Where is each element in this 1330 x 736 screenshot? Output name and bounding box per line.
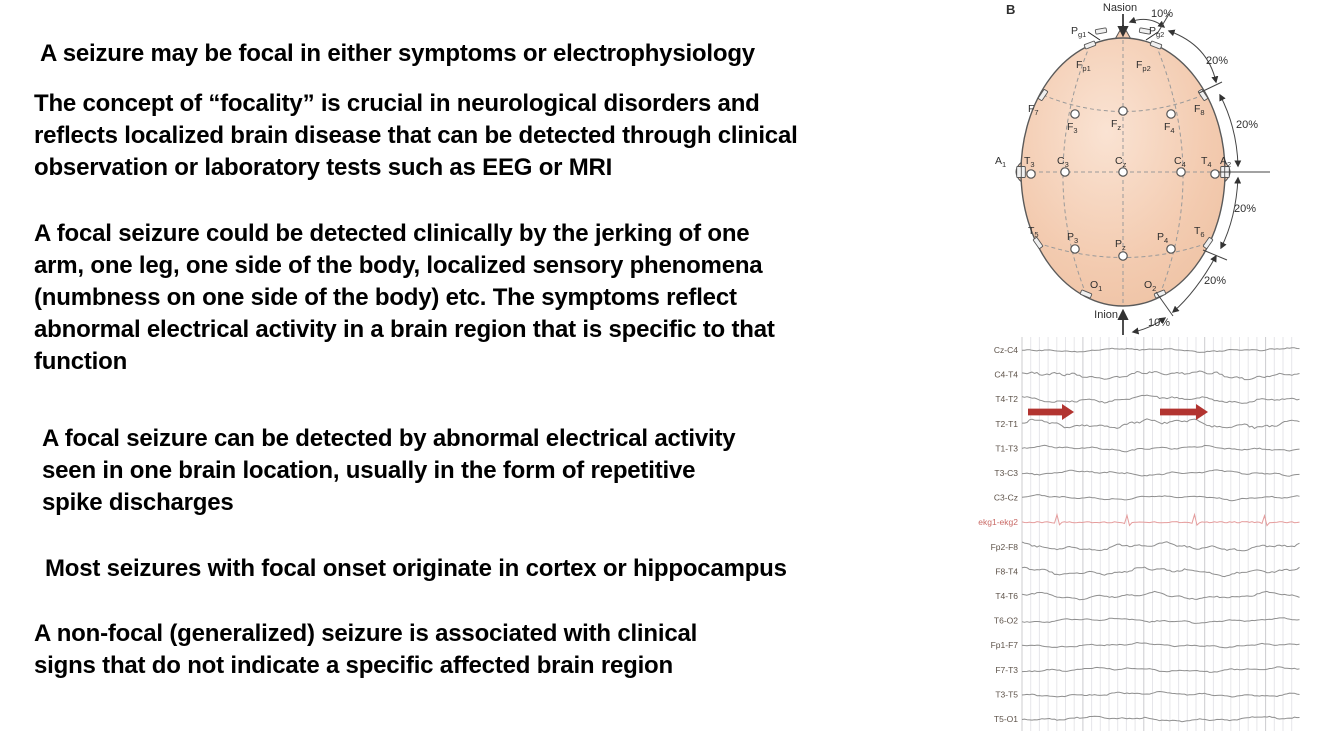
electrode-placement-figure bbox=[968, 0, 1308, 340]
electrode-dot bbox=[1071, 110, 1079, 118]
electrode-label: $F_3$ bbox=[1067, 121, 1078, 135]
electrode-label: $A_2$ bbox=[1220, 155, 1232, 169]
electrode-label: $T_5$ bbox=[1028, 225, 1039, 239]
electrode-label: $C_3$ bbox=[1057, 155, 1069, 169]
paragraph-line: (numbness on one side of the body) etc. The symptoms reflect bbox=[34, 284, 737, 311]
percent-label: 10% bbox=[1151, 8, 1174, 20]
eeg-channel-label: T6-O2 bbox=[993, 615, 1018, 626]
eeg-channel-label: T3-T5 bbox=[995, 689, 1018, 700]
paragraph-line: arm, one leg, one side of the body, localized sensory phenomena bbox=[34, 252, 763, 279]
electrode-label: $P_4$ bbox=[1157, 231, 1169, 245]
slide-paragraph bbox=[34, 618, 697, 682]
slide-paragraph bbox=[42, 423, 735, 519]
paragraph-line: The concept of “focality” is crucial in neurological disorders and bbox=[34, 90, 760, 117]
electrode-dot bbox=[1071, 245, 1079, 253]
electrode-pad bbox=[1017, 167, 1022, 178]
electrode-pad bbox=[1095, 28, 1107, 34]
electrode-dot bbox=[1027, 170, 1035, 178]
electrode-label: $A_1$ bbox=[995, 155, 1007, 169]
paragraph-line: A focal seizure can be detected by abnormal electrical activity bbox=[42, 425, 736, 452]
seizure-onset-arrow-icon bbox=[1160, 404, 1208, 420]
percent-label: 20% bbox=[1204, 275, 1227, 287]
inion-label: Inion bbox=[1094, 309, 1118, 321]
electrode-label: $F_{p1}$ bbox=[1076, 59, 1091, 73]
electrode-label: $P_{g1}$ bbox=[1071, 25, 1087, 39]
electrode-label: $F_{p2}$ bbox=[1136, 59, 1151, 73]
slide-paragraph bbox=[40, 38, 755, 70]
eeg-channel-label: T4-T6 bbox=[995, 591, 1018, 601]
eeg-channel-label: T3-C3 bbox=[994, 468, 1018, 478]
electrode-label: $F_4$ bbox=[1164, 121, 1175, 135]
electrode-dot bbox=[1167, 245, 1175, 253]
paragraph-line: signs that do not indicate a specific affected brain region bbox=[34, 652, 673, 679]
seizure-onset-arrow-icon bbox=[1028, 404, 1074, 420]
electrode-label: $P_{g2}$ bbox=[1149, 25, 1165, 39]
slide-paragraph bbox=[45, 553, 787, 585]
percent-arc bbox=[1130, 19, 1164, 27]
eeg-channel-label: Fp1-F7 bbox=[990, 640, 1018, 651]
slide-paragraph bbox=[34, 218, 775, 378]
paragraph-line: spike discharges bbox=[42, 489, 234, 516]
electrode-label: $C_z$ bbox=[1115, 155, 1127, 169]
eeg-channel-label: Cz-C4 bbox=[993, 345, 1018, 355]
paragraph-line: A seizure may be focal in either symptoms or electrophysiology bbox=[40, 40, 755, 67]
electrode-label: $P_z$ bbox=[1115, 238, 1126, 252]
paragraph-line: function bbox=[34, 348, 128, 375]
electrode-dot bbox=[1177, 168, 1185, 176]
eeg-channel-label: T4-T2 bbox=[995, 394, 1018, 405]
electrode-label: $T_6$ bbox=[1194, 225, 1205, 239]
eeg-channel-label: ekg1-ekg2 bbox=[978, 517, 1018, 528]
electrode-label: $F_z$ bbox=[1111, 118, 1122, 132]
measure-tick bbox=[1156, 292, 1173, 316]
electrode-label: $O_2$ bbox=[1144, 279, 1157, 293]
panel-label-b: B bbox=[1006, 2, 1016, 17]
electrode-dot bbox=[1211, 170, 1219, 178]
electrode-label: $C_4$ bbox=[1174, 155, 1186, 169]
electrode-label: $O_1$ bbox=[1090, 279, 1103, 293]
eeg-channel-label: T1-T3 bbox=[995, 443, 1018, 454]
eeg-trace-figure bbox=[962, 332, 1307, 736]
ten-twenty-electrode-diagram bbox=[968, 0, 1308, 340]
eeg-channel-label: Fp2-F8 bbox=[990, 541, 1018, 552]
electrode-label: $F_8$ bbox=[1194, 103, 1205, 117]
electrode-label: $F_7$ bbox=[1028, 103, 1039, 117]
eeg-channel-label: T2-T1 bbox=[995, 418, 1018, 429]
percent-label: 10% bbox=[1148, 317, 1171, 329]
paragraph-line: abnormal electrical activity in a brain region that is specific to that bbox=[34, 316, 775, 343]
paragraph-line: observation or laboratory tests such as EEG or MRI bbox=[34, 154, 613, 181]
percent-label: 20% bbox=[1236, 119, 1259, 131]
slide-paragraph bbox=[34, 88, 798, 184]
electrode-dot bbox=[1119, 107, 1127, 115]
eeg-channel-label: C4-T4 bbox=[994, 369, 1018, 380]
electrode-label: $P_3$ bbox=[1067, 231, 1079, 245]
paragraph-line: Most seizures with focal onset originate in cortex or hippocampus bbox=[45, 555, 787, 582]
eeg-channel-label: F8-T4 bbox=[995, 566, 1018, 577]
percent-label: 20% bbox=[1206, 55, 1229, 67]
eeg-channel-label: T5-O1 bbox=[993, 714, 1018, 724]
percent-label: 20% bbox=[1234, 203, 1257, 215]
eeg-channel-label: F7-T3 bbox=[995, 664, 1018, 675]
paragraph-line: reflects localized brain disease that can be detected through clinical bbox=[34, 122, 798, 149]
paragraph-line: A non-focal (generalized) seizure is associated with clinical bbox=[34, 620, 698, 647]
electrode-dot bbox=[1061, 168, 1069, 176]
electrode-dot bbox=[1167, 110, 1175, 118]
electrode-dot bbox=[1119, 168, 1127, 176]
paragraph-line: A focal seizure could be detected clinically by the jerking of one bbox=[34, 220, 750, 247]
electrode-dot bbox=[1119, 252, 1127, 260]
paragraph-line: seen in one brain location, usually in the form of repetitive bbox=[42, 457, 696, 484]
electrode-label: $T_3$ bbox=[1024, 155, 1035, 169]
eeg-strip-chart bbox=[962, 332, 1307, 736]
eeg-channel-label: C3-Cz bbox=[993, 492, 1018, 503]
electrode-label: $T_4$ bbox=[1201, 155, 1212, 169]
nasion-label: Nasion bbox=[1102, 2, 1138, 14]
